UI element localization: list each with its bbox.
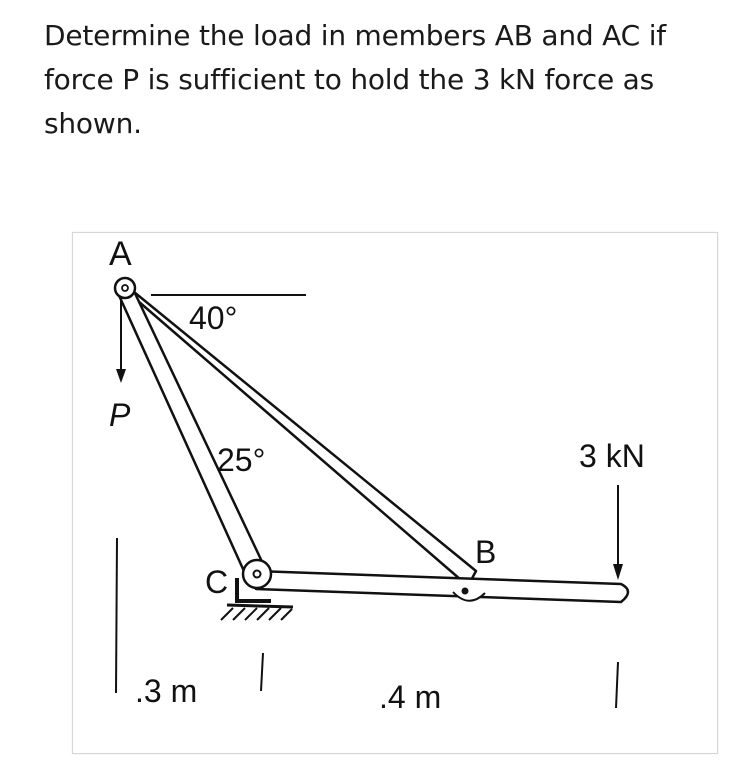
dim-tick-mid (261, 653, 263, 691)
problem-statement (44, 14, 724, 146)
label-load: 3 kN (579, 438, 645, 474)
pin-a (122, 285, 128, 291)
truss-figure (72, 232, 718, 754)
label-b: B (475, 534, 497, 570)
dim-tick-right (616, 662, 618, 708)
beam (256, 571, 628, 602)
truss-diagram (73, 233, 717, 753)
problem-line-2: force P is sufficient to hold the 3 kN force as (44, 63, 655, 96)
label-angle-40: 40° (189, 300, 238, 336)
member-ab (123, 283, 476, 586)
label-a: A (109, 235, 132, 273)
pin-c (254, 571, 261, 578)
ground-hatch (221, 608, 292, 620)
label-p: P (109, 397, 131, 433)
load-arrowhead (613, 564, 623, 580)
problem-line-1: Determine the load in members AB and AC if (44, 19, 666, 52)
label-dim-right: .4 m (379, 679, 442, 715)
roller-b (453, 592, 485, 601)
force-p-arrowhead (116, 369, 126, 383)
dim-tick-left (116, 538, 117, 693)
pin-b (462, 588, 469, 595)
label-angle-25: 25° (217, 442, 266, 478)
label-dim-left: .3 m (135, 673, 198, 709)
problem-line-3: shown. (44, 107, 142, 140)
label-c: C (205, 564, 229, 600)
ground-line (227, 605, 293, 607)
